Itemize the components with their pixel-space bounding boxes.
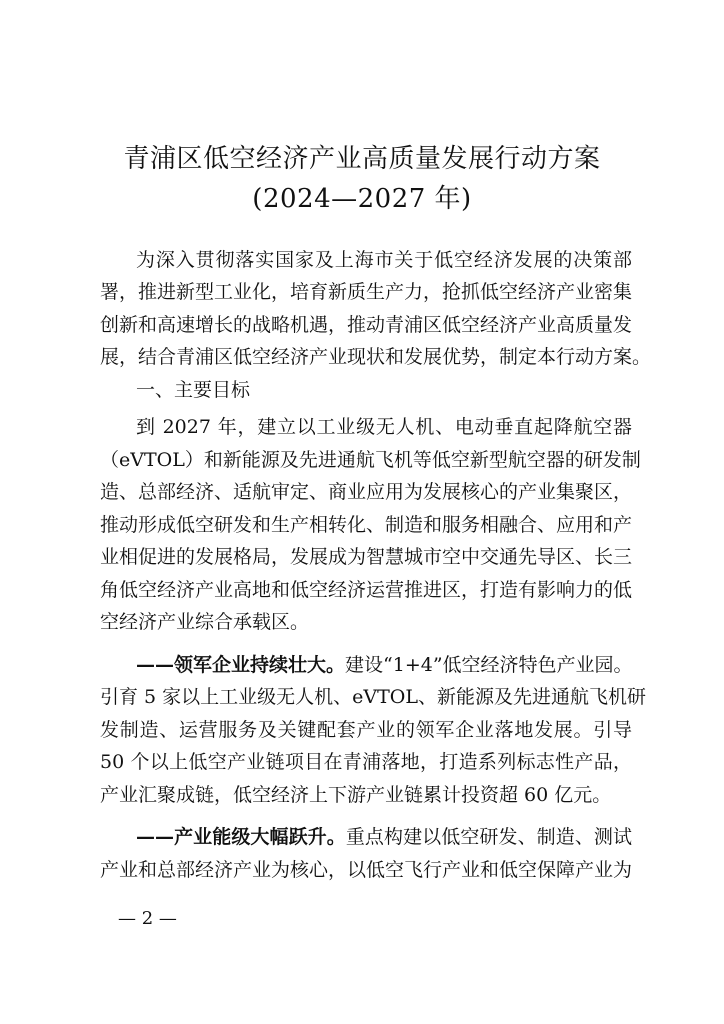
page-number: — 2 — [118,908,177,929]
item1-text: 建设“1+4”低空经济特色产业园。 [345,654,633,676]
item1-line: 引育 5 家以上工业级无人机、eVTOL、新能源及先进通航飞机研 [100,686,647,708]
item1-first-line [136,651,632,679]
item1-line: 产业汇聚成链，低空经济上下游产业链累计投资超 60 亿元。 [100,784,612,806]
goal-line: 空经济产业综合承载区。 [100,611,310,633]
intro-line: 创新和高速增长的战略机遇，推动青浦区低空经济产业高质量发 [100,314,633,336]
item2-heading: ——产业能级大幅跃升。 [136,826,346,848]
goal-line: 造、总部经济、适航审定、商业应用为发展核心的产业集聚区， [100,481,633,503]
goal-line: 业相促进的发展格局，发展成为智慧城市空中交通先导区、长三 [100,546,633,568]
intro-line: 展，结合青浦区低空经济产业现状和发展优势，制定本行动方案。 [100,346,652,368]
goal-line: 到 2027 年，建立以工业级无人机、电动垂直起降航空器 [136,416,632,438]
document-title: 青浦区低空经济产业高质量发展行动方案 [123,144,601,174]
item1-line: 发制造、运营服务及关键配套产业的领军企业落地发展。引导 [100,719,632,741]
item2-first-line [136,823,632,851]
goal-line: 推动形成低空研发和生产相转化、制造和服务相融合、应用和产 [100,514,633,536]
item1-heading: ——领军企业持续壮大。 [136,654,346,676]
document-subtitle: (2024—2027 年) [252,184,472,214]
item1-line: 50 个以上低空产业链项目在青浦落地，打造系列标志性产品， [100,751,632,773]
item2-text: 重点构建以低空研发、制造、测试 [345,826,632,848]
intro-line: 署，推进新型工业化，培育新质生产力，抢抓低空经济产业密集 [100,281,633,303]
item2-line: 产业和总部经济产业为核心，以低空飞行产业和低空保障产业为 [100,859,633,881]
intro-line: 为深入贯彻落实国家及上海市关于低空经济发展的决策部 [136,249,632,271]
goal-line: （eVTOL）和新能源及先进通航飞机等低空新型航空器的研发制 [100,449,641,471]
section-heading: 一、主要目标 [136,379,251,401]
goal-line: 角低空经济产业高地和低空经济运营推进区，打造有影响力的低 [100,579,633,601]
